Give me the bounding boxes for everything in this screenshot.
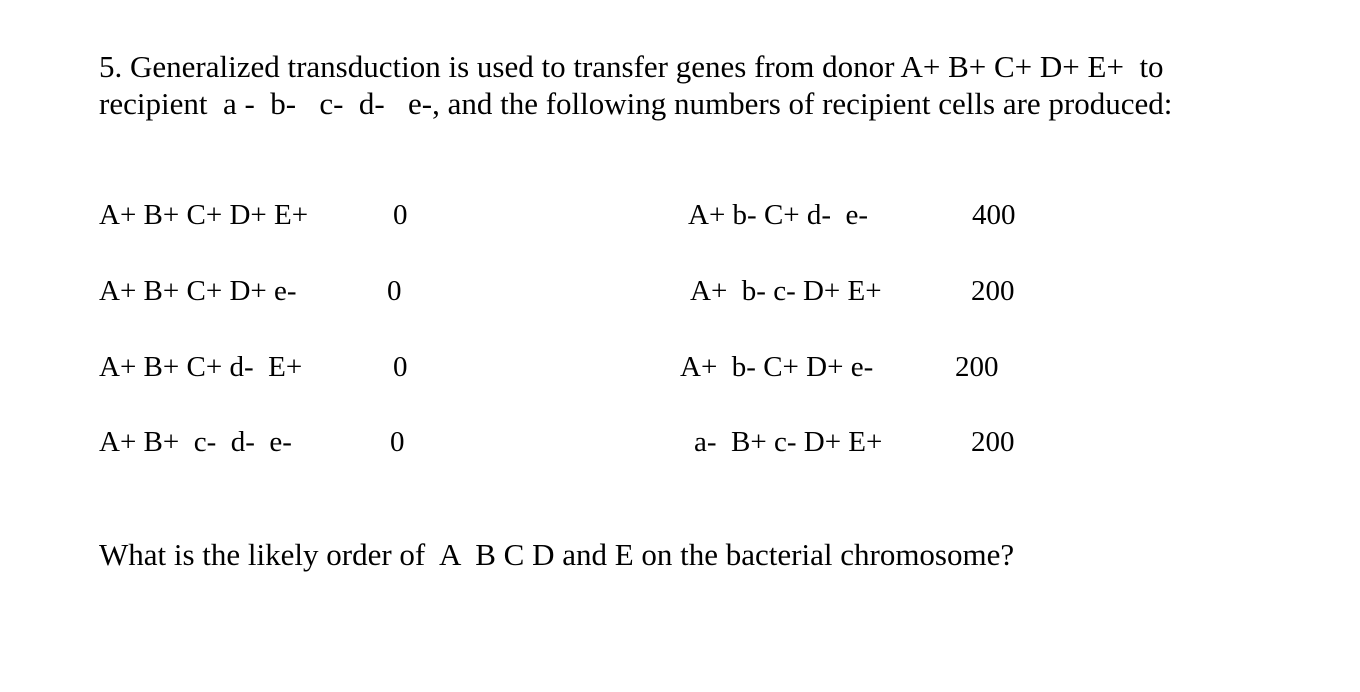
right-genotype-3: A+ b- C+ D+ e- (680, 351, 874, 383)
left-genotype-1: A+ B+ C+ D+ E+ (99, 199, 309, 231)
right-count-3: 200 (955, 351, 999, 383)
left-count-2: 0 (387, 275, 402, 307)
left-count-1: 0 (393, 199, 408, 231)
left-count-4: 0 (390, 426, 405, 458)
question-line-2: recipient a - b- c- d- e-, and the following numbers of recipient cells are produced: (99, 86, 1173, 121)
right-count-2: 200 (971, 275, 1015, 307)
right-genotype-1: A+ b- C+ d- e- (688, 199, 869, 231)
left-count-3: 0 (393, 351, 408, 383)
left-genotype-2: A+ B+ C+ D+ e- (99, 275, 297, 307)
prompt-question: What is the likely order of A B C D and E on the bacterial chromosome? (99, 537, 1015, 572)
right-count-4: 200 (971, 426, 1015, 458)
right-genotype-4: a- B+ c- D+ E+ (694, 426, 883, 458)
question-line-1: 5. Generalized transduction is used to transfer genes from donor A+ B+ C+ D+ E+ to (99, 49, 1164, 84)
left-genotype-4: A+ B+ c- d- e- (99, 426, 292, 458)
right-genotype-2: A+ b- c- D+ E+ (690, 275, 882, 307)
left-genotype-3: A+ B+ C+ d- E+ (99, 351, 303, 383)
right-count-1: 400 (972, 199, 1016, 231)
